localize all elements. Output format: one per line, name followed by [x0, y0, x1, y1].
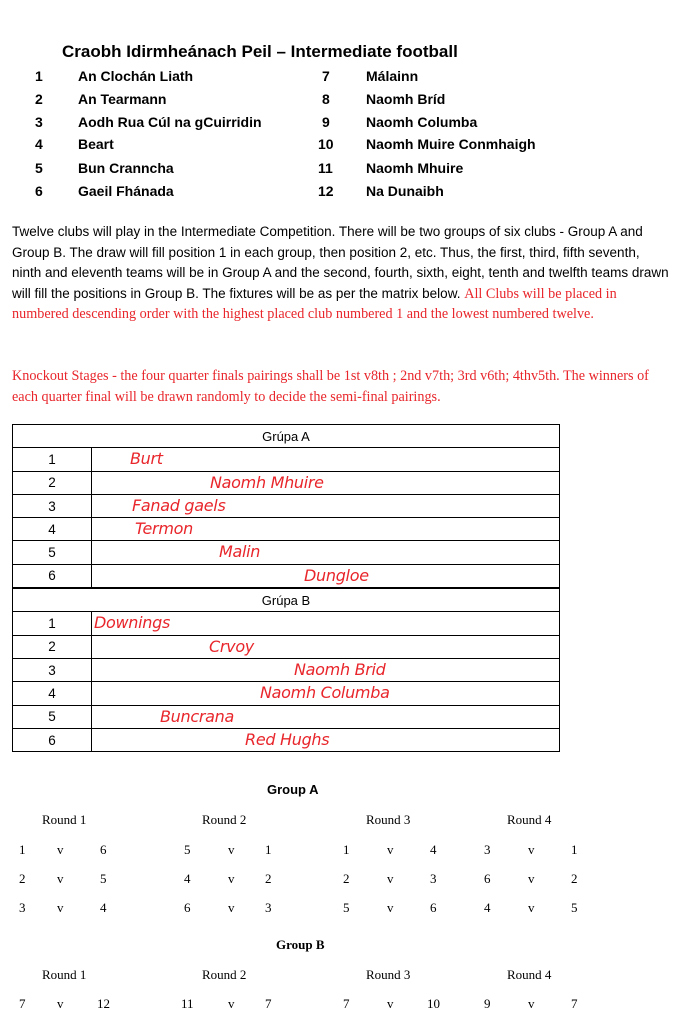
fixture-home: 11: [181, 996, 194, 1011]
fixture-away: 7: [265, 996, 272, 1011]
club-number: 9: [322, 114, 330, 130]
club-name: Aodh Rua Cúl na gCuirridin: [78, 114, 262, 130]
fixture-away: 2: [265, 871, 272, 886]
description-text: Twelve clubs will play in the Intermediate Competition. There will be two groups of six clubs - Group A and Group B. The draw will fill position 1 in each group, then position 2, etc. Thus, the first, third, fifth seventh, ninth and eleventh teams will be in Group A and the second, fourth, sixth, eight, tenth and twelfth teams drawn will fill the positions in Group B. The fixtures will be as per the matrix below.: [12, 224, 669, 301]
fixture-vs: v: [387, 871, 394, 886]
fixture-away: 12: [97, 996, 110, 1011]
team-name: Buncrana: [160, 706, 234, 726]
fixture-away: 6: [430, 900, 437, 915]
table-row: [13, 658, 560, 681]
round-label: Round 2: [202, 967, 247, 982]
club-number: 12: [318, 183, 334, 199]
fixture-away: 10: [427, 996, 440, 1011]
fixture-away: 4: [100, 900, 107, 915]
team-name: Malin: [219, 542, 261, 562]
fixture-vs: v: [387, 996, 394, 1011]
round-label: Round 4: [507, 812, 552, 827]
club-name: An Tearmann: [78, 91, 167, 107]
fixture-vs: v: [528, 842, 535, 857]
position-cell: 3: [13, 658, 92, 681]
club-number: 6: [35, 183, 43, 199]
fixture-away: 3: [430, 871, 437, 886]
club-name: An Clochán Liath: [78, 68, 194, 84]
club-name: Naomh Columba: [366, 114, 478, 130]
fixture-home: 7: [343, 996, 350, 1011]
table-row: [13, 494, 560, 517]
fixture-home: 5: [343, 900, 350, 915]
fixture-home: 6: [484, 871, 491, 886]
fixture-vs: v: [387, 900, 394, 915]
fixture-home: 1: [19, 842, 26, 857]
club-name: Naomh Muire Conmhaigh: [366, 136, 536, 152]
club-name: Málainn: [366, 68, 419, 84]
position-cell: 1: [13, 448, 92, 471]
team-name: Dungloe: [304, 565, 369, 585]
fixture-home: 7: [19, 996, 26, 1011]
round-label: Round 1: [42, 812, 87, 827]
round-label: Round 3: [366, 967, 411, 982]
club-name: Naomh Mhuire: [366, 160, 464, 176]
position-cell: 2: [13, 471, 92, 494]
fixture-vs: v: [57, 842, 64, 857]
table-row: [13, 564, 560, 588]
fixture-away: 3: [265, 900, 272, 915]
club-number: 2: [35, 91, 43, 107]
club-name: Beart: [78, 136, 114, 152]
competition-description: [12, 222, 672, 325]
club-number: 10: [318, 136, 334, 152]
fixture-home: 4: [184, 871, 191, 886]
fixture-away: 1: [571, 842, 578, 857]
team-name: Crvoy: [209, 636, 254, 656]
team-name: Fanad gaels: [132, 495, 226, 515]
fixture-away: 2: [571, 871, 578, 886]
team-name: Naomh Mhuire: [210, 472, 324, 492]
fixture-home: 5: [184, 842, 191, 857]
position-cell: 4: [13, 518, 92, 541]
fixture-vs: v: [528, 871, 535, 886]
fixture-away: 5: [571, 900, 578, 915]
position-cell: 6: [13, 728, 92, 751]
fixture-home: 4: [484, 900, 491, 915]
table-row: [13, 612, 560, 635]
table-row: [13, 635, 560, 658]
fixture-vs: v: [528, 996, 535, 1011]
fixture-vs: v: [228, 871, 235, 886]
position-cell: 5: [13, 705, 92, 728]
position-cell: 2: [13, 635, 92, 658]
team-name: Termon: [135, 519, 193, 539]
position-cell: 5: [13, 541, 92, 564]
table-row: [13, 471, 560, 494]
round-label: Round 3: [366, 812, 411, 827]
round-label: Round 1: [42, 967, 87, 982]
fixture-vs: v: [528, 900, 535, 915]
round-label: Round 2: [202, 812, 247, 827]
fixture-home: 3: [484, 842, 491, 857]
fixture-home: 2: [19, 871, 26, 886]
club-number: 5: [35, 160, 43, 176]
table-row: [13, 728, 560, 751]
round-label: Round 4: [507, 967, 552, 982]
group-a-header: Grúpa A: [13, 425, 560, 448]
team-name: Naomh Columba: [260, 683, 390, 703]
team-name: Naomh Brid: [294, 659, 386, 679]
fixture-vs: v: [57, 900, 64, 915]
team-name: Burt: [130, 449, 163, 469]
page-title: Craobh Idirmheánach Peil – Intermediate football: [62, 42, 458, 61]
club-name: Gaeil Fhánada: [78, 183, 174, 199]
table-row: [13, 705, 560, 728]
fixture-vs: v: [57, 871, 64, 886]
club-number: 3: [35, 114, 43, 130]
fixture-away: 1: [265, 842, 272, 857]
table-row: [13, 448, 560, 471]
group-b-header: Grúpa B: [13, 588, 560, 612]
description-red-text: All Clubs will be placed in numbered descending order with the highest placed club numbered 1 and the lowest numbered twelve.: [12, 285, 617, 322]
fixture-vs: v: [228, 842, 235, 857]
knockout-text: Knockout Stages - the four quarter finals pairings shall be 1st v8th ; 2nd v7th; 3rd v6th; 4thv5th. The winners of each quarter final will be drawn randomly to decide the semi-final pairings.: [12, 368, 649, 405]
fixtures-group-b-title: Group B: [276, 937, 325, 952]
fixture-away: 6: [100, 842, 107, 857]
club-number: 4: [35, 136, 43, 152]
club-number: 11: [318, 160, 333, 176]
position-cell: 1: [13, 612, 92, 635]
fixture-away: 4: [430, 842, 437, 857]
club-name: Bun Cranncha: [78, 160, 174, 176]
fixture-vs: v: [57, 996, 64, 1011]
position-cell: 3: [13, 494, 92, 517]
club-number: 8: [322, 91, 330, 107]
fixture-away: 7: [571, 996, 578, 1011]
groups-table: [12, 424, 560, 752]
fixture-home: 2: [343, 871, 350, 886]
fixture-vs: v: [228, 900, 235, 915]
team-name: Downings: [94, 613, 171, 633]
fixture-home: 9: [484, 996, 491, 1011]
club-number: 1: [35, 68, 43, 84]
fixture-vs: v: [387, 842, 394, 857]
position-cell: 4: [13, 682, 92, 705]
team-name: Red Hughs: [245, 729, 330, 749]
fixture-home: 3: [19, 900, 26, 915]
fixture-away: 5: [100, 871, 107, 886]
position-cell: 6: [13, 564, 92, 588]
table-row: [13, 518, 560, 541]
fixture-vs: v: [228, 996, 235, 1011]
fixtures-group-a-title: Group A: [267, 782, 319, 797]
club-name: Na Dunaibh: [366, 183, 444, 199]
table-row: [13, 682, 560, 705]
fixture-home: 6: [184, 900, 191, 915]
club-name: Naomh Bríd: [366, 91, 446, 107]
club-number: 7: [322, 68, 330, 84]
table-row: [13, 541, 560, 564]
fixture-home: 1: [343, 842, 350, 857]
